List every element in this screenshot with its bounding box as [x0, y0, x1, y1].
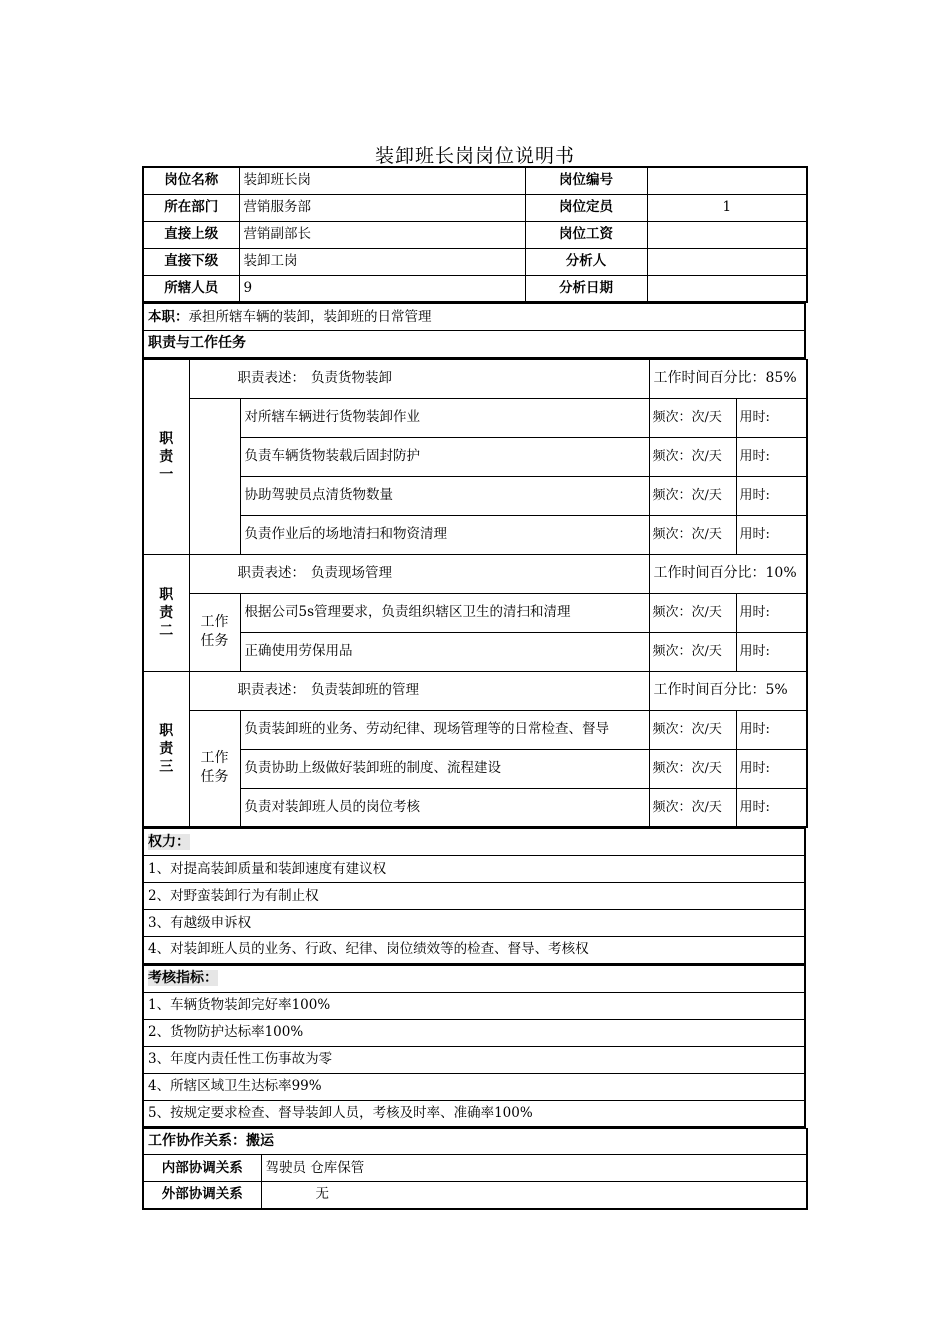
- field-value: 装卸工岗: [239, 248, 525, 275]
- task-label: [189, 593, 240, 671]
- kaohe-item: 3、年度内责任性工伤事故为零: [143, 1046, 805, 1073]
- field-value: 装卸班长岗: [239, 167, 525, 194]
- duty-desc-label: 职责表述：: [237, 682, 305, 698]
- field-label: 分析人: [525, 248, 647, 275]
- field-value: 营销副部长: [239, 221, 525, 248]
- frequency-text: 频次：次/天: [652, 605, 722, 620]
- duty-name: [143, 671, 189, 827]
- quanli-header: [143, 829, 805, 856]
- frequency-text: 频次：次/天: [652, 799, 722, 815]
- xiezuo-row-value: 驾驶员 仓库保管: [261, 1155, 807, 1182]
- time-used: 用时:: [736, 476, 807, 515]
- field-label: 直接上级: [143, 221, 239, 248]
- task-text: 对所辖车辆进行货物装卸作业: [240, 398, 649, 437]
- task-label: [189, 710, 240, 827]
- benzhi-row: [143, 304, 805, 331]
- document-title: 装卸班长岗岗位说明书: [374, 145, 575, 167]
- time-percent: 工作时间百分比：85%: [649, 359, 807, 398]
- duty-name: [143, 359, 189, 554]
- frequency: [649, 593, 736, 632]
- frequency-text: 频次：次/天: [652, 722, 722, 737]
- field-value: [647, 167, 807, 194]
- task-row: [143, 398, 807, 437]
- xiezuo-row-label: 外部协调关系: [143, 1182, 261, 1209]
- duty-desc-label: 职责表述：: [237, 370, 305, 386]
- basic-info-row: [143, 275, 807, 302]
- task-row: [143, 437, 807, 476]
- duty-desc-row: [143, 554, 807, 593]
- frequency: [649, 788, 736, 827]
- quanli-item: 3、有越级申诉权: [143, 910, 805, 937]
- frequency: [649, 476, 736, 515]
- xiezuo-value: 搬运: [246, 1133, 274, 1149]
- duty-desc: [189, 671, 649, 710]
- task-text: 负责装卸班的业务、劳动纪律、现场管理等的日常检查、督导: [240, 710, 649, 749]
- duty-desc-label: 职责表述：: [237, 565, 305, 581]
- kaohe-item: 2、货物防护达标率100%: [143, 1019, 805, 1046]
- kaohe-item: 1、车辆货物装卸完好率100%: [143, 992, 805, 1019]
- field-label: 直接下级: [143, 248, 239, 275]
- task-row: [143, 632, 807, 671]
- kaohe-item-row: [143, 1073, 805, 1100]
- duty-desc-text: 负责装卸班的管理: [311, 682, 419, 698]
- task-row: [143, 515, 807, 554]
- job-description-form: [142, 166, 806, 1210]
- xiezuo-table: [142, 1128, 808, 1210]
- field-label: 岗位工资: [525, 221, 647, 248]
- quanli-item: 4、对装卸班人员的业务、行政、纪律、岗位绩效等的检查、督导、考核权: [143, 937, 805, 964]
- field-label: 岗位定员: [525, 194, 647, 221]
- frequency: [649, 437, 736, 476]
- benzhi-label: 本职：: [148, 308, 189, 325]
- kaohe-header: [143, 965, 805, 992]
- duty-desc-row: [143, 671, 807, 710]
- basic-info-row: [143, 248, 807, 275]
- frequency: [649, 749, 736, 788]
- kaohe-item: 4、所辖区域卫生达标率99%: [143, 1073, 805, 1100]
- duty-desc: [189, 554, 649, 593]
- time-used: 用时:: [736, 788, 807, 827]
- field-value: [647, 221, 807, 248]
- basic-info-row: [143, 167, 807, 194]
- kaohe-item-row: [143, 1100, 805, 1127]
- field-value: 营销服务部: [239, 194, 525, 221]
- kaohe-item-row: [143, 1046, 805, 1073]
- task-text: 负责车辆货物装载后固封防护: [240, 437, 649, 476]
- time-used: 用时:: [736, 515, 807, 554]
- field-value: [647, 248, 807, 275]
- xiezuo-row: [143, 1155, 807, 1182]
- field-value: 9: [239, 275, 525, 302]
- field-label: 岗位编号: [525, 167, 647, 194]
- field-label: 所辖人员: [143, 275, 239, 302]
- quanli-item-row: [143, 856, 805, 883]
- time-used: 用时:: [736, 632, 807, 671]
- basic-info-table: [142, 166, 808, 303]
- time-percent: 工作时间百分比：10%: [649, 554, 807, 593]
- duty-name-text: 职责三: [159, 722, 174, 775]
- duties-header: 职责与工作任务: [143, 331, 805, 358]
- kaohe-label: 考核指标：: [148, 970, 218, 986]
- xiezuo-row-value: 无: [261, 1182, 807, 1209]
- duty-name: [143, 554, 189, 671]
- basic-info-row: [143, 221, 807, 248]
- xiezuo-row-label: 内部协调关系: [143, 1155, 261, 1182]
- frequency: [649, 632, 736, 671]
- time-used: 用时:: [736, 398, 807, 437]
- benzhi-table: [142, 303, 806, 359]
- task-text: 负责协助上级做好装卸班的制度、流程建设: [240, 749, 649, 788]
- time-used: 用时:: [736, 749, 807, 788]
- quanli-item-row: [143, 883, 805, 910]
- task-text: 根据公司5s管理要求，负责组织辖区卫生的清扫和清理: [240, 593, 649, 632]
- frequency-text: 频次：次/天: [652, 527, 722, 542]
- kaohe-header-row: [143, 965, 805, 992]
- quanli-item-row: [143, 910, 805, 937]
- duty-desc: [189, 359, 649, 398]
- kaohe-item-row: [143, 1019, 805, 1046]
- basic-info-row: [143, 194, 807, 221]
- xiezuo-row: [143, 1182, 807, 1209]
- frequency: [649, 515, 736, 554]
- time-used: 用时:: [736, 437, 807, 476]
- frequency-text: 频次：次/天: [652, 449, 722, 464]
- xiezuo-header: [143, 1129, 807, 1155]
- frequency-text: 频次：次/天: [652, 644, 722, 659]
- task-row: [143, 593, 807, 632]
- task-label: [189, 398, 240, 554]
- time-used: 用时:: [736, 593, 807, 632]
- duty-desc-text: 负责现场管理: [311, 565, 392, 581]
- field-value: 1: [647, 194, 807, 221]
- kaohe-item: 5、按规定要求检查、督导装卸人员，考核及时率、准确率100%: [143, 1100, 805, 1127]
- task-label-text: 工作任务: [200, 750, 229, 786]
- task-row: [143, 476, 807, 515]
- frequency: [649, 398, 736, 437]
- quanli-item-row: [143, 937, 805, 964]
- task-row: [143, 788, 807, 827]
- duties-table: [142, 359, 808, 829]
- task-text: 协助驾驶员点清货物数量: [240, 476, 649, 515]
- kaohe-table: [142, 965, 806, 1129]
- field-value: [647, 275, 807, 302]
- duty-desc-row: [143, 359, 807, 398]
- xiezuo-label: 工作协作关系：: [148, 1133, 246, 1149]
- time-used: 用时:: [736, 710, 807, 749]
- field-label: 所在部门: [143, 194, 239, 221]
- frequency-text: 频次：次/天: [652, 488, 722, 503]
- quanli-table: [142, 828, 806, 965]
- quanli-item: 2、对野蛮装卸行为有制止权: [143, 883, 805, 910]
- task-row: [143, 749, 807, 788]
- duty-name-text: 职责二: [159, 586, 174, 639]
- task-text: 正确使用劳保用品: [240, 632, 649, 671]
- task-label-text: 工作任务: [200, 614, 229, 649]
- frequency: [649, 710, 736, 749]
- kaohe-item-row: [143, 992, 805, 1019]
- duty-name-text: 职责一: [159, 430, 174, 483]
- duty-desc-text: 负责货物装卸: [311, 370, 392, 386]
- time-percent: 工作时间百分比：5%: [649, 671, 807, 710]
- quanli-header-row: [143, 829, 805, 856]
- benzhi-text: 承担所辖车辆的装卸，装卸班的日常管理: [188, 308, 432, 325]
- task-text: 负责作业后的场地清扫和物资清理: [240, 515, 649, 554]
- quanli-item: 1、对提高装卸质量和装卸速度有建议权: [143, 856, 805, 883]
- frequency-text: 频次：次/天: [652, 410, 722, 425]
- field-label: 分析日期: [525, 275, 647, 302]
- quanli-label: 权力：: [148, 833, 190, 850]
- frequency-text: 频次：次/天: [652, 761, 722, 776]
- task-row: [143, 710, 807, 749]
- field-label: 岗位名称: [143, 167, 239, 194]
- task-text: 负责对装卸班人员的岗位考核: [240, 788, 649, 827]
